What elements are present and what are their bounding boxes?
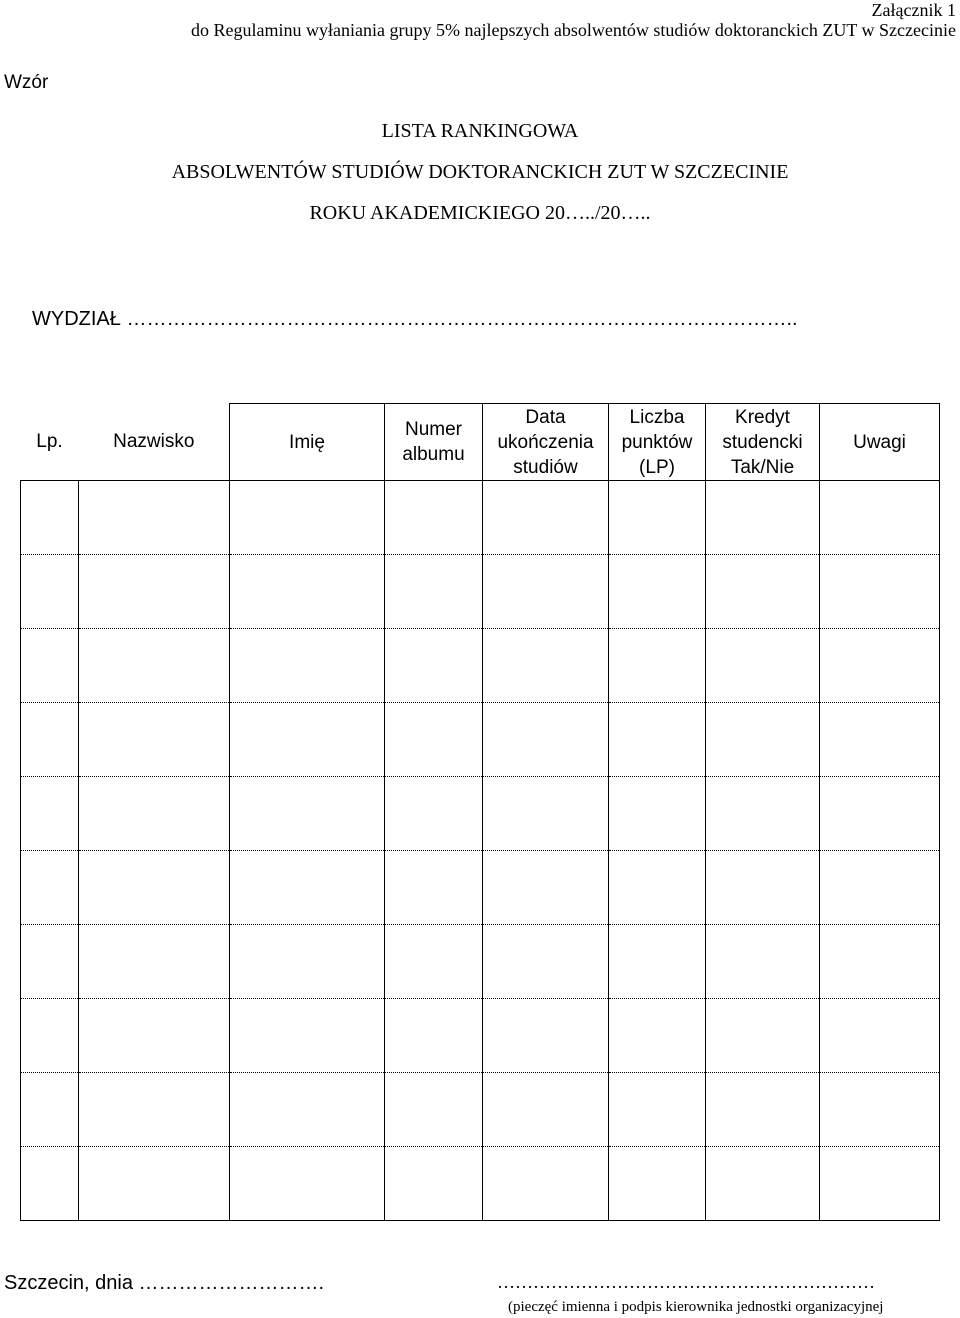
table-cell [230,777,385,851]
table-cell [79,629,230,703]
table-cell [230,925,385,999]
table-cell [21,1073,79,1147]
table-cell [820,1147,940,1221]
table-cell [706,851,820,925]
table-cell [820,481,940,555]
table-cell [21,555,79,629]
table-cell [79,999,230,1073]
table-cell [706,777,820,851]
col-header-first-name: Imię [230,404,385,481]
table-cell [230,1073,385,1147]
table-cell [609,1147,706,1221]
col-header-album-number: Numer albumu [385,404,483,481]
table-cell [706,481,820,555]
table-cell [385,1147,483,1221]
table-row [21,925,940,999]
table-cell [820,851,940,925]
table-cell [385,629,483,703]
table-cell [230,1147,385,1221]
table-cell [483,629,609,703]
table-cell [21,481,79,555]
table-cell [483,851,609,925]
table-cell [230,555,385,629]
table-cell [21,999,79,1073]
table-cell [385,555,483,629]
table-cell [483,481,609,555]
table-cell [79,481,230,555]
table-cell [609,629,706,703]
table-cell [79,851,230,925]
table-cell [230,629,385,703]
table-cell [706,1147,820,1221]
col-header-surname: Nazwisko [79,404,230,481]
table-cell [79,555,230,629]
table-cell [21,925,79,999]
table-cell [820,925,940,999]
table-cell [820,703,940,777]
table-cell [483,1073,609,1147]
table-cell [385,777,483,851]
table-cell [609,851,706,925]
table-cell [820,777,940,851]
table-cell [230,999,385,1073]
table-cell [79,777,230,851]
annex-title: Załącznik 1 [871,0,956,20]
table-cell [230,703,385,777]
table-cell [230,481,385,555]
document-title: LISTA RANKINGOWA [381,120,579,142]
table-row [21,999,940,1073]
table-cell [820,629,940,703]
table-cell [483,1147,609,1221]
table-row [21,481,940,555]
template-label: Wzór [4,72,49,93]
table-cell [385,703,483,777]
table-cell [609,703,706,777]
table-cell [79,925,230,999]
table-cell [483,555,609,629]
table-cell [385,999,483,1073]
table-row [21,555,940,629]
table-cell [385,925,483,999]
table-cell [483,999,609,1073]
table-cell [820,555,940,629]
table-cell [483,777,609,851]
col-header-student-loan: Kredyt studencki Tak/Nie [706,404,820,481]
table-cell [385,851,483,925]
academic-year-line: ROKU AKADEMICKIEGO 20…../20….. [309,202,651,224]
table-cell [21,629,79,703]
col-header-notes: Uwagi [820,404,940,481]
table-cell [79,1147,230,1221]
col-header-points: Liczba punktów (LP) [609,404,706,481]
table-cell [609,481,706,555]
table-cell [21,1147,79,1221]
table-cell [230,851,385,925]
table-cell [706,999,820,1073]
table-cell [385,481,483,555]
table-cell [609,555,706,629]
table-row [21,851,940,925]
table-cell [21,703,79,777]
table-row [21,1147,940,1221]
table-row [21,1073,940,1147]
table-cell [706,1073,820,1147]
table-cell [21,851,79,925]
table-cell [706,925,820,999]
table-header-row [21,404,940,481]
place-date-field: Szczecin, dnia ………………………. [4,1272,325,1294]
table-cell [21,777,79,851]
table-cell [706,629,820,703]
table-cell [820,1073,940,1147]
table-cell [609,1073,706,1147]
table-cell [385,1073,483,1147]
table-cell [483,925,609,999]
document-subtitle: ABSOLWENTÓW STUDIÓW DOKTORANCKICH ZUT W SZCZECINIE [171,161,789,183]
table-cell [609,777,706,851]
table-cell [609,999,706,1073]
signature-line: ……………………………………………………… [497,1272,875,1292]
faculty-field: WYDZIAŁ ……………………………………………………………………………………….. [32,308,798,330]
col-header-graduation-date: Data ukończenia studiów [483,404,609,481]
table-row [21,777,940,851]
table-row [21,703,940,777]
col-header-lp: Lp. [21,404,79,481]
table-cell [706,703,820,777]
table-cell [609,925,706,999]
table-cell [79,1073,230,1147]
ranking-table [20,403,940,1221]
table-cell [706,555,820,629]
table-body [21,481,940,1221]
table-cell [820,999,940,1073]
table-cell [483,703,609,777]
signature-caption: (pieczęć imienna i podpis kierownika jednostki organizacyjnej [508,1299,884,1315]
table-row [21,629,940,703]
table-cell [79,703,230,777]
annex-subtitle: do Regulaminu wyłaniania grupy 5% najlepszych absolwentów studiów doktoranckich ZUT w Szczecinie [191,20,956,40]
